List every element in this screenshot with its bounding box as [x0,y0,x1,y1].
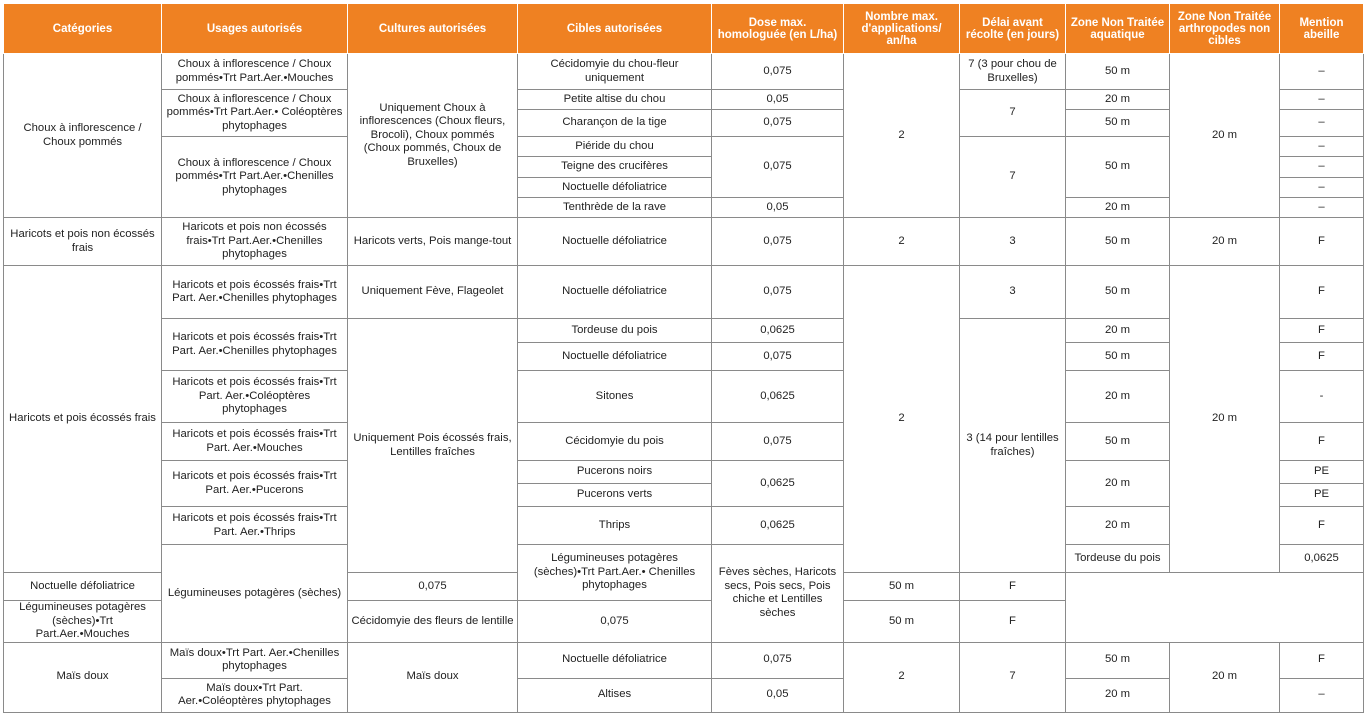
table-cell: Thrips [518,507,712,545]
table-cell: Maïs doux [348,642,518,712]
table-row [4,137,1364,157]
table-cell: – [1280,678,1364,712]
table-row [4,319,1364,343]
table-cell: 0,075 [712,110,844,137]
column-header: Cultures autorisées [348,4,518,54]
table-cell: 20 m [1066,371,1170,423]
table-cell: Altises [518,678,712,712]
table-cell: Haricots et pois écossés frais•Trt Part. Aer.•Mouches [162,423,348,461]
table-cell: 0,05 [712,198,844,218]
table-cell: 0,075 [712,137,844,198]
table-row [4,371,1364,423]
table-body [4,54,1364,713]
table-cell: Choux à inflorescence / Choux pommés•Trt Part.Aer.• Coléoptères phytophages [162,90,348,137]
table-cell: 20 m [1170,218,1280,266]
table-cell: 0,0625 [1280,545,1364,573]
table-cell: – [1280,90,1364,110]
table-cell: Tordeuse du pois [518,319,712,343]
table-cell: Légumineuses potagères (sèches)•Trt Part.Aer.•Mouches [4,601,162,643]
table-cell: 3 [960,266,1066,319]
table-row [4,507,1364,545]
table-cell: 20 m [1066,678,1170,712]
table-cell: 50 m [1066,218,1170,266]
table-cell: 50 m [1066,343,1170,371]
table-cell: Maïs doux•Trt Part. Aer.•Chenilles phytophages [162,642,348,678]
table-cell: 2 [844,266,960,573]
column-header: Délai avant récolte (en jours) [960,4,1066,54]
table-cell: Pucerons noirs [518,461,712,484]
table-cell: Haricots et pois écossés frais•Trt Part. Aer.•Coléoptères phytophages [162,371,348,423]
table-cell: F [1280,423,1364,461]
table-cell: Maïs doux [4,642,162,712]
table-cell: Haricots et pois écossés frais•Trt Part. Aer.•Pucerons [162,461,348,507]
table-cell: 0,075 [712,54,844,90]
table-cell: 50 m [844,601,960,643]
table-cell: Légumineuses potagères (sèches) [162,545,348,643]
table-cell: Haricots et pois écossés frais•Trt Part. Aer.•Chenilles phytophages [162,266,348,319]
table-cell: - [1280,371,1364,423]
table-cell: 7 (3 pour chou de Bruxelles) [960,54,1066,90]
table-cell: 50 m [1066,110,1170,137]
table-cell: Cécidomyie du pois [518,423,712,461]
column-header: Cibles autorisées [518,4,712,54]
table-cell: F [1280,343,1364,371]
table-row [4,266,1364,319]
table-cell: Noctuelle défoliatrice [518,178,712,198]
table-cell: Pucerons verts [518,484,712,507]
table-cell: 20 m [1170,54,1280,218]
table-cell: F [1280,218,1364,266]
table-cell: Tordeuse du pois [1066,545,1170,573]
table-cell: Petite altise du chou [518,90,712,110]
table-row [4,678,1364,712]
table-cell: PE [1280,484,1364,507]
table-cell: Noctuelle défoliatrice [518,218,712,266]
table-cell: – [1280,137,1364,157]
column-header: Zone Non Traitée arthropodes non cibles [1170,4,1280,54]
table-cell: Noctuelle défoliatrice [518,266,712,319]
table-row [4,90,1364,110]
table-cell: 20 m [1066,319,1170,343]
table-cell: 50 m [1066,137,1170,198]
table-cell: Charançon de la tige [518,110,712,137]
table-cell: Uniquement Choux à inflorescences (Choux fleurs, Brocoli), Choux pommés (Choux pommés, Choux de Bruxelles) [348,54,518,218]
table-cell: 0,0625 [712,319,844,343]
table-cell: 0,075 [348,573,518,601]
table-row [4,54,1364,90]
table-row [4,423,1364,461]
table-cell: 50 m [1066,642,1170,678]
table-row [4,218,1364,266]
table-row [4,642,1364,678]
table-cell: 0,05 [712,90,844,110]
table-cell: 2 [844,642,960,712]
table-cell: – [1280,54,1364,90]
table-cell: 50 m [1066,423,1170,461]
column-header: Catégories [4,4,162,54]
table-cell: Noctuelle défoliatrice [518,343,712,371]
table-cell: Uniquement Pois écossés frais, Lentilles fraîches [348,319,518,573]
table-cell: 0,0625 [712,507,844,545]
column-header: Zone Non Traitée aquatique [1066,4,1170,54]
table-cell: 50 m [1066,266,1170,319]
table-cell: 2 [844,218,960,266]
table-cell: 0,075 [712,343,844,371]
table-cell: Haricots et pois non écossés frais•Trt Part.Aer.•Chenilles phytophages [162,218,348,266]
table-cell: F [1280,319,1364,343]
table-cell: F [960,601,1066,643]
table-cell: 0,075 [712,642,844,678]
table-cell: F [1280,507,1364,545]
table-cell: Haricots verts, Pois mange-tout [348,218,518,266]
table-cell: Haricots et pois écossés frais [4,266,162,573]
table-cell: 2 [844,54,960,218]
table-row [4,545,1364,573]
table-cell: F [960,573,1066,601]
table-cell: 7 [960,642,1066,712]
column-header: Usages autorisés [162,4,348,54]
header-row [4,4,1364,54]
table-cell: Uniquement Fève, Flageolet [348,266,518,319]
table-cell: Haricots et pois écossés frais•Trt Part. Aer.•Thrips [162,507,348,545]
table-cell: Cécidomyie des fleurs de lentille [348,601,518,643]
table-cell: 3 (14 pour lentilles fraîches) [960,319,1066,573]
table-cell: Haricots et pois écossés frais•Trt Part. Aer.•Chenilles phytophages [162,319,348,371]
table-header [4,4,1364,54]
table-cell: 0,0625 [712,461,844,507]
table-cell: Haricots et pois non écossés frais [4,218,162,266]
table-cell: 50 m [844,573,960,601]
table-cell: 0,0625 [712,371,844,423]
table-cell: Teigne des crucifères [518,157,712,178]
table-cell: – [1280,198,1364,218]
table-cell: 0,075 [712,266,844,319]
table-cell: Maïs doux•Trt Part. Aer.•Coléoptères phytophages [162,678,348,712]
table-cell: Choux à inflorescence / Choux pommés [4,54,162,218]
table-cell: 0,075 [712,423,844,461]
table-cell: 20 m [1170,266,1280,573]
column-header: Mention abeille [1280,4,1364,54]
table-cell: 0,075 [712,218,844,266]
table-cell: Tenthrède de la rave [518,198,712,218]
table-cell: 20 m [1170,642,1280,712]
column-header: Dose max. homologuée (en L/ha) [712,4,844,54]
column-header: Nombre max. d'applications/ an/ha [844,4,960,54]
table-cell: Fèves sèches, Haricots secs, Pois secs, Pois chiche et Lentilles sèches [712,545,844,643]
usage-table [3,3,1364,713]
table-cell: F [1280,266,1364,319]
table-cell: 20 m [1066,461,1170,507]
table-cell: Choux à inflorescence / Choux pommés•Trt Part.Aer.•Mouches [162,54,348,90]
table-cell: – [1280,178,1364,198]
table-cell: – [1280,157,1364,178]
table-cell: 3 [960,218,1066,266]
table-cell: Piéride du chou [518,137,712,157]
table-row [4,461,1364,484]
table-cell: PE [1280,461,1364,484]
table-cell: 7 [960,137,1066,218]
table-cell: Noctuelle défoliatrice [518,642,712,678]
table-cell: Sitones [518,371,712,423]
table-cell: Choux à inflorescence / Choux pommés•Trt Part.Aer.•Chenilles phytophages [162,137,348,218]
table-cell: Noctuelle défoliatrice [4,573,162,601]
table-cell: 0,05 [712,678,844,712]
table-cell: Cécidomyie du chou-fleur uniquement [518,54,712,90]
table-cell: Légumineuses potagères (sèches)•Trt Part.Aer.• Chenilles phytophages [518,545,712,601]
table-cell: 7 [960,90,1066,137]
table-cell: 20 m [1066,198,1170,218]
table-cell: 0,075 [518,601,712,643]
table-cell: 50 m [1066,54,1170,90]
table-cell: F [1280,642,1364,678]
table-cell: 20 m [1066,90,1170,110]
table-cell: 20 m [1066,507,1170,545]
table-cell: – [1280,110,1364,137]
